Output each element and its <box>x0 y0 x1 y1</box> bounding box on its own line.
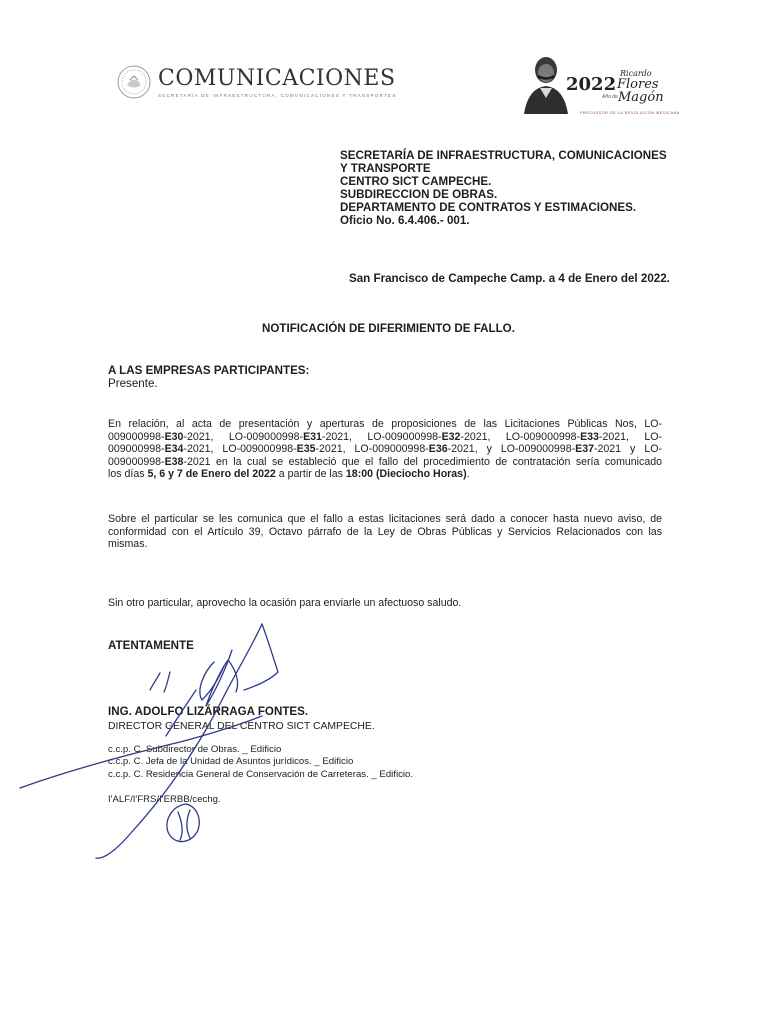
logo-title: COMUNICACIONES <box>158 66 396 91</box>
address-line: Y TRANSPORTE <box>340 162 431 175</box>
salutation: Presente. <box>108 377 158 390</box>
address-line: SUBDIRECCION DE OBRAS. <box>340 188 498 201</box>
paragraph-line: 009000998-E30-2021, LO-009000998-E31-2021, LO-009000998-E32-2021, LO-009000998-E33-2021, LO- <box>108 430 662 443</box>
surname-2-text: Magón <box>618 90 664 105</box>
first-name-text: Ricardo <box>620 69 652 78</box>
paragraph-2 <box>108 513 662 551</box>
ccp-line: c.c.p. C. Residencia General de Conservación de Carreteras. _ Edificio. <box>108 768 414 780</box>
ccp-list <box>108 744 413 781</box>
address-block <box>340 149 667 227</box>
year-2022-logo <box>520 50 680 120</box>
logo-tagline: PRECURSOR DE LA REVOLUCIÓN MEXICANA <box>580 111 680 115</box>
recipient-block <box>108 364 309 390</box>
paragraph-line: 009000998-E38-2021 en la cual se estableció que el fallo del procedimiento de contratación sería comunicado <box>108 455 662 468</box>
logo-subtitle: SECRETARÍA DE INFRAESTRUCTURA, COMUNICACIONES Y TRANSPORTES <box>158 93 397 98</box>
paragraph-line: conformidad con el Artículo 39, Octavo párrafo de la Ley de Obras Públicas y Servicios Relacionados con las <box>108 525 662 538</box>
year-text: 2022 <box>566 74 617 95</box>
signer-title: DIRECTOR GENERAL DEL CENTRO SICT CAMPECHE. <box>108 721 375 732</box>
paragraph-line: 009000998-E34-2021, LO-009000998-E35-2021, LO-009000998-E36-2021, y LO-009000998-E37-2021 y LO- <box>108 443 662 456</box>
address-line: DEPARTAMENTO DE CONTRATOS Y ESTIMACIONES. <box>340 201 637 214</box>
initials: I'ALF/I'FRS/I'ERBB/cechg. <box>108 794 221 805</box>
document-date: San Francisco de Campeche Camp. a 4 de Enero del 2022. <box>349 272 670 285</box>
recipient-line: A LAS EMPRESAS PARTICIPANTES: <box>108 364 310 377</box>
ccp-line: c.c.p. C. Subdirector de Obras. _ Edificio <box>108 744 282 755</box>
paragraph-line: Sobre el particular se les comunica que el fallo a estas licitaciones será dado a conocer hasta nuevo aviso, de <box>108 513 662 525</box>
comunicaciones-logo <box>116 64 397 108</box>
signer-name: ING. ADOLFO LIZÁRRAGA FONTES. <box>108 705 309 718</box>
paragraph-line: Sin otro particular, aprovecho la ocasión para enviarle un afectuoso saludo. <box>108 597 462 609</box>
oficio-number: Oficio No. 6.4.406.- 001. <box>340 214 470 227</box>
portrait-icon <box>520 50 572 114</box>
ccp-line: c.c.p. C. Jefa de la Unidad de Asuntos jurídicos. _ Edificio <box>108 756 354 768</box>
paragraph-3 <box>108 597 662 610</box>
paragraph-1 <box>108 418 662 481</box>
address-line: SECRETARÍA DE INFRAESTRUCTURA, COMUNICACIONES <box>340 149 667 162</box>
address-line: CENTRO SICT CAMPECHE. <box>340 175 492 188</box>
closing: ATENTAMENTE <box>108 639 194 652</box>
year-prefix-text: Año de <box>602 94 618 100</box>
paragraph-line: En relación, al acta de presentación y aperturas de proposiciones de las Licitaciones Públicas Nos, LO- <box>108 418 662 430</box>
paragraph-line: los días 5, 6 y 7 de Enero del 2022 a partir de las 18:00 (Dieciocho Horas). <box>108 468 470 481</box>
paragraph-line: mismas. <box>108 538 148 551</box>
surname-text: Flores <box>617 77 659 92</box>
national-seal-icon <box>116 64 152 100</box>
document-title: NOTIFICACIÓN DE DIFERIMIENTO DE FALLO. <box>262 322 515 335</box>
